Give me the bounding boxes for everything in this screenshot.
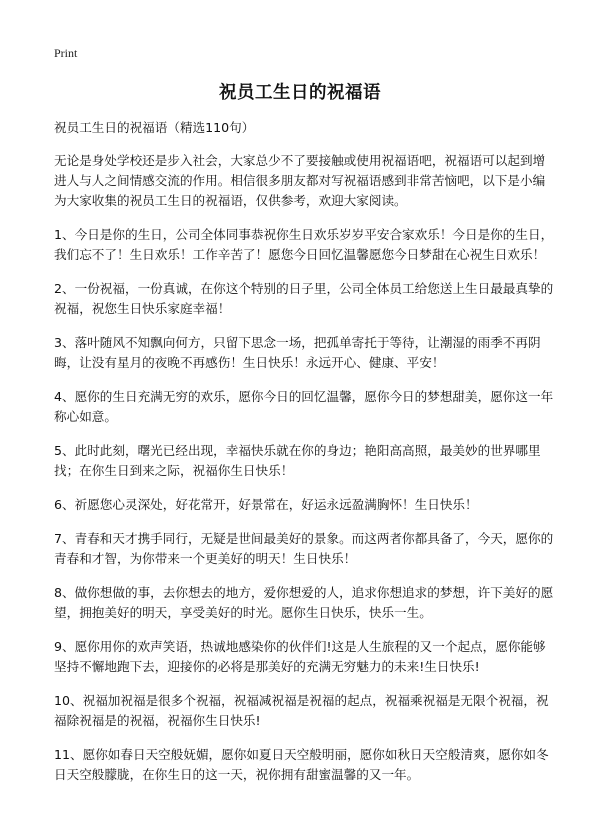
list-item: 6、祈愿您心灵深处，好花常开，好景常在，好运永远盈满胸怀！生日快乐！ bbox=[54, 497, 478, 512]
list-item: 1、今日是你的生日，公司全体同事恭祝你生日欢乐岁岁平安合家欢乐！今日是你的生日，我们忘不了！生日欢乐！工作辛苦了！愿您今日回忆温馨愿您今日梦甜在心祝生日欢乐！ bbox=[54, 227, 554, 262]
list-item: 9、愿你用你的欢声笑语，热诚地感染你的伙伴们!这是人生旅程的又一个起点，愿你能够坚持不懈地跑下去，迎接你的必将是那美好的充满无穷魅力的未来!生日快乐! bbox=[54, 639, 546, 674]
list-item: 2、一份祝福，一份真诚，在你这个特别的日子里，公司全体员工给您送上生日最最真挚的祝福，祝您生日快乐家庭幸福！ bbox=[54, 281, 554, 316]
page-title: 祝员工生日的祝福语 bbox=[219, 83, 381, 103]
list-item: 4、愿你的生日充满无穷的欢乐，愿你今日的回忆温馨，愿你今日的梦想甜美，愿你这一年称心如意。 bbox=[54, 389, 554, 424]
article-subtitle: 祝员工生日的祝福语（精选110句） bbox=[54, 120, 255, 135]
print-link[interactable]: Print bbox=[54, 46, 78, 60]
article-body bbox=[54, 118, 554, 799]
list-item: 3、落叶随风不知飘向何方，只留下思念一场，把孤单寄托于等待，让潮湿的雨季不再阴晦，让没有星月的夜晚不再感伤！生日快乐！永远开心、健康、平安！ bbox=[54, 335, 541, 370]
list-item: 7、青春和天才携手同行，无疑是世间最美好的景象。而这两者你都具备了，今天，愿你的青春和才智，为你带来一个更美好的明天！生日快乐！ bbox=[54, 531, 554, 566]
list-item: 11、愿你如春日天空般妩媚，愿你如夏日天空般明丽，愿你如秋日天空般清爽，愿你如冬日天空般朦胧，在你生日的这一天，祝你拥有甜蜜温馨的又一年。 bbox=[54, 747, 549, 782]
list-item: 8、做你想做的事，去你想去的地方，爱你想爱的人，追求你想追求的梦想，许下美好的愿望，拥抱美好的明天，享受美好的时光。愿你生日快乐，快乐一生。 bbox=[54, 585, 554, 620]
intro-paragraph: 无论是身处学校还是步入社会，大家总少不了要接触或使用祝福语吧，祝福语可以起到增进人与人之间情感交流的作用。相信很多朋友都对写祝福语感到非常苦恼吧，以下是小编为大家收集的祝员工生日的祝福语，仅供参考，欢迎大家阅读。 bbox=[54, 153, 546, 208]
list-item: 5、此时此刻，曙光已经出现，幸福快乐就在你的身边；艳阳高高照，最美妙的世界哪里找；在你生日到来之际，祝福你生日快乐！ bbox=[54, 443, 541, 478]
list-item: 10、祝福加祝福是很多个祝福，祝福减祝福是祝福的起点，祝福乘祝福是无限个祝福，祝福除祝福是的祝福，祝福你生日快乐! bbox=[54, 693, 549, 728]
